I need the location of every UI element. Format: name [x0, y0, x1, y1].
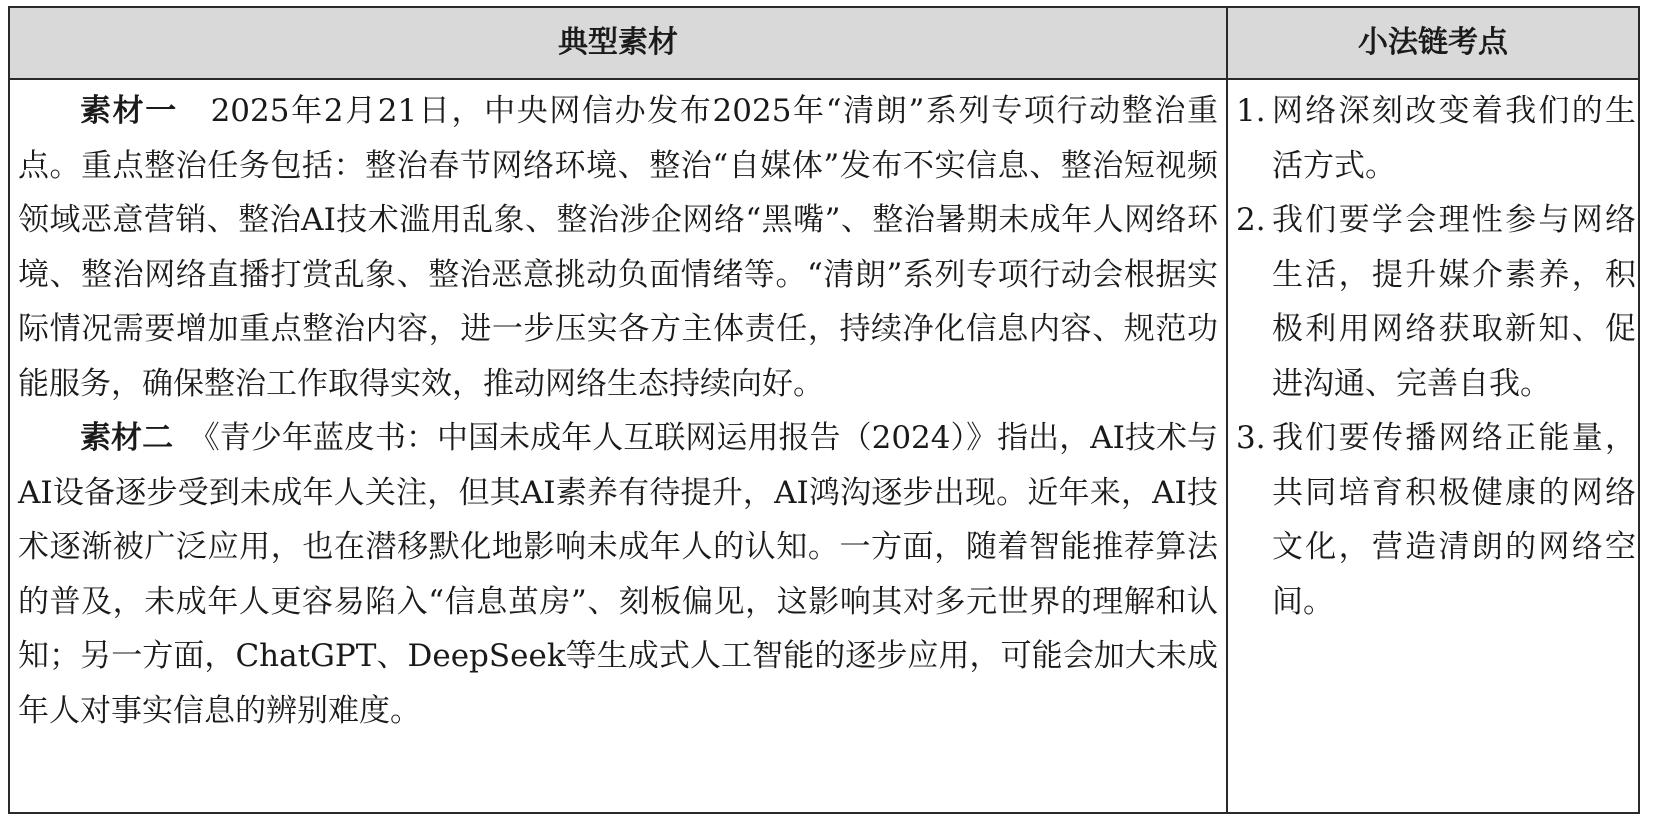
point-item [1236, 411, 1636, 629]
materials-column [18, 84, 1218, 738]
point-number: 3. [1236, 420, 1266, 456]
point-text: 我们要传播网络正能量，共同培育积极健康的网络文化，营造清朗的网络空间。 [1272, 420, 1636, 620]
material-text: 2025年2月21日，中央网信办发布2025年“清朗”系列专项行动整治重点。重点整治任务包括：整治春节网络环境、整治“自媒体”发布不实信息、整治短视频领域恶意营销、整治AI技术滥用乱象、整治涉企网络“黑嘴”、整治暑期未成年人网络环境、整治网络直播打赏乱象、整治恶意挑动负面情绪等。“清朗”系列专项行动会根据实际情况需要增加重点整治内容，进一步压实各方主体责任，持续净化信息内容、规范功能服务，确保整治工作取得实效，推动网络生态持续向好。 [18, 93, 1219, 402]
point-number: 1. [1236, 93, 1266, 129]
material-paragraph [18, 411, 1218, 738]
point-number: 2. [1236, 202, 1266, 238]
points-column [1236, 84, 1636, 629]
materials-table [8, 6, 1640, 814]
column-divider [1226, 8, 1228, 812]
header-typical-materials: 典型素材 [558, 25, 678, 60]
material-label: 素材一 [80, 93, 178, 129]
material-text: 《青少年蓝皮书：中国未成年人互联网运用报告（2024）》指出，AI技术与AI设备逐步受到未成年人关注，但其AI素养有待提升，AI鸿沟逐步出现。近年来，AI技术逐渐被广泛应用，也在潜移默化地影响未成年人的认知。一方面，随着智能推荐算法的普及，未成年人更容易陷入“信息茧房”、刻板偏见，这影响其对多元世界的理解和认知；另一方面，ChatGPT、DeepSeek等生成式人工智能的逐步应用，可能会加大未成年人对事实信息的辨别难度。 [18, 420, 1219, 729]
point-item [1236, 84, 1636, 193]
point-text: 我们要学会理性参与网络生活，提升媒介素养，积极利用网络获取新知、促进沟通、完善自我。 [1272, 202, 1636, 402]
material-label: 素材二 [80, 420, 174, 456]
point-text: 网络深刻改变着我们的生活方式。 [1272, 93, 1636, 184]
material-paragraph [18, 84, 1218, 411]
table-header [10, 8, 1638, 80]
header-knowledge-points: 小法链考点 [1358, 25, 1508, 60]
point-item [1236, 193, 1636, 411]
